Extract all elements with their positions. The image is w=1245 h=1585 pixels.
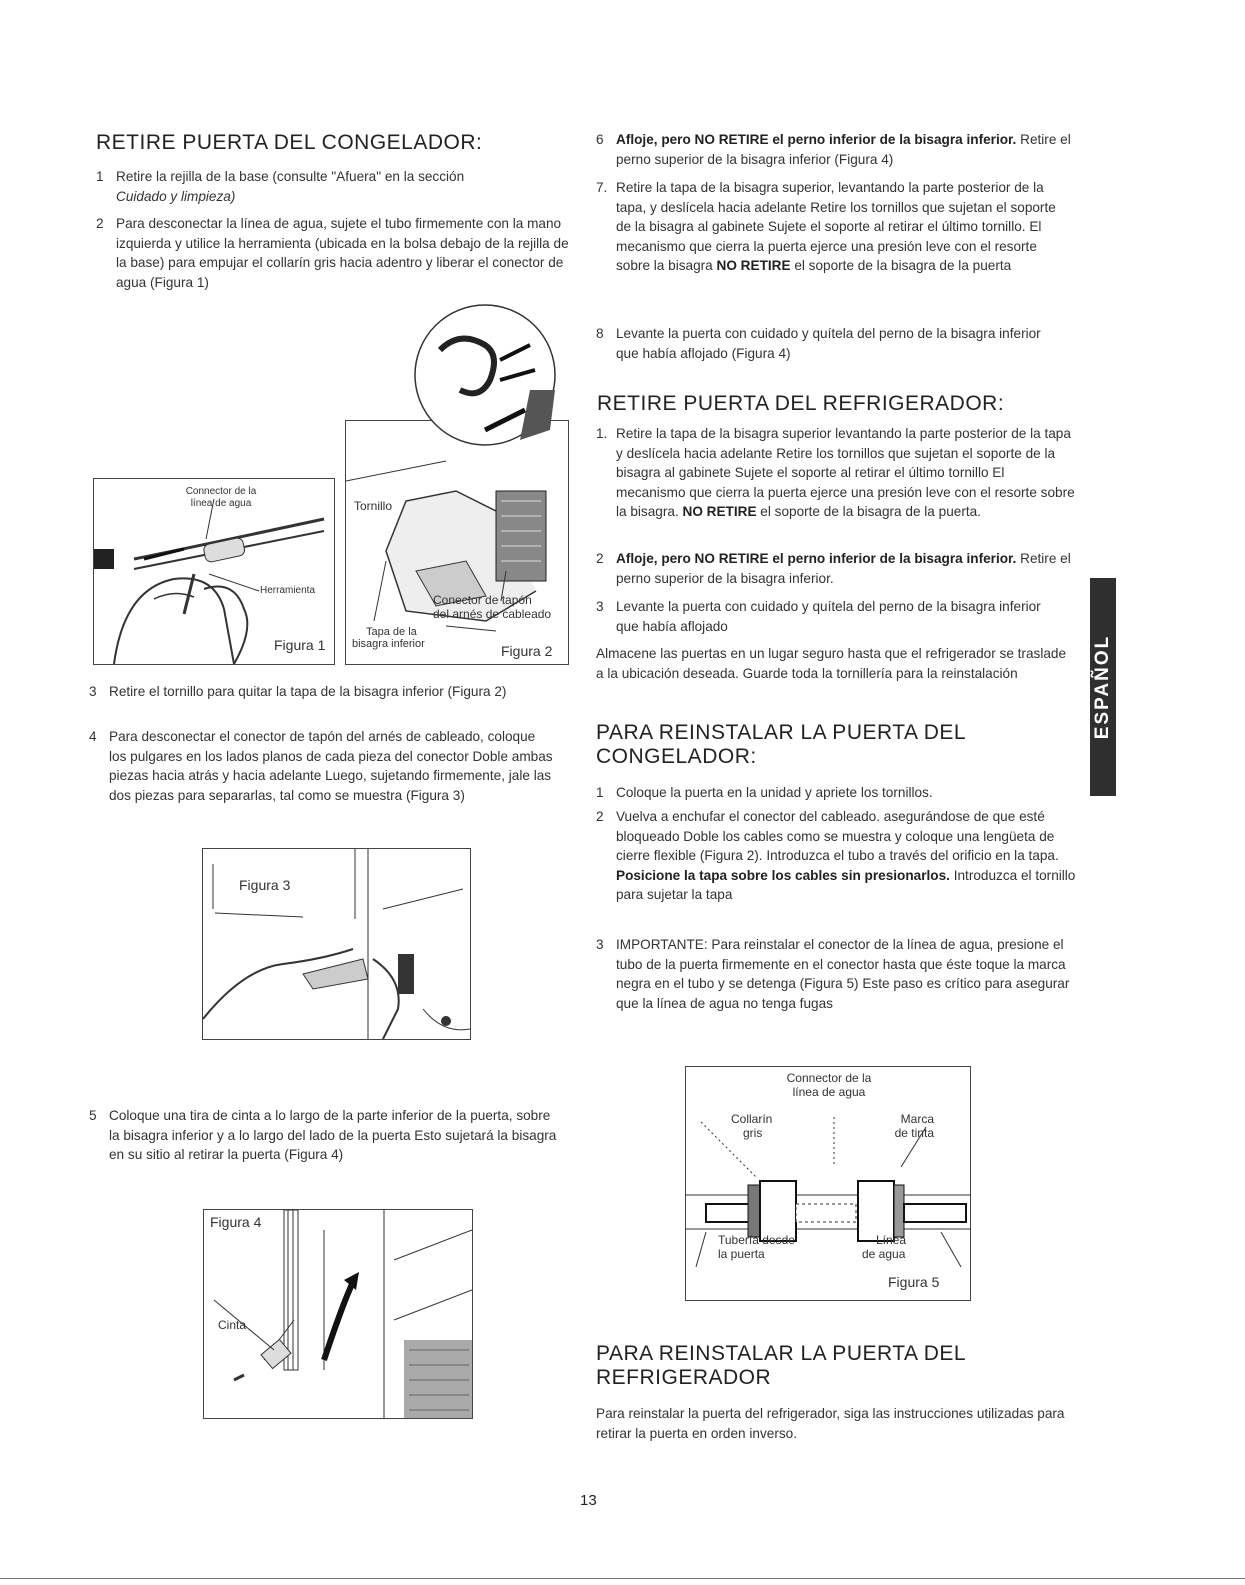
figure-5-collar-label: Collarín gris (731, 1112, 773, 1140)
figure-5-connector-label: Connector de la línea de agua (786, 1071, 872, 1099)
step-3: 3 Retire el tornillo para quitar la tapa de la bisagra inferior (Figura 2) (89, 684, 507, 699)
step-2: 2 Para desconectar la línea de agua, sujete el tubo firmemente con la mano izquierda y utilice la herramienta (ubicada en la bolsa debajo de la rejilla de la base) para empujar el collarín gris hacia adentro y liberar el conector de agua (Figura 1) (96, 216, 569, 290)
figure-1-tool-label: Herramienta (260, 585, 316, 596)
figure-3 (202, 848, 471, 1040)
step-5: 5 Coloque una tira de cinta a lo largo de la parte inferior de la puerta, sobre la bisagra inferior y a lo largo del lado de la puerta Esto sujetará la bisagra en su sitio al retirar la puerta (Figura 4) (89, 1108, 557, 1162)
language-tab: ESPAÑOL (1090, 578, 1116, 796)
page-number: 13 (580, 1492, 597, 1509)
figure-2-plug-label: Conector de tapón del arnés de cableado (433, 593, 552, 621)
bottom-edge-line (0, 1578, 1245, 1579)
heading-remove-freezer-door: RETIRE PUERTA DEL CONGELADOR: (96, 131, 483, 154)
figure-1 (93, 478, 335, 665)
heading-remove-refrigerator-door: RETIRE PUERTA DEL REFRIGERADOR: (597, 392, 1005, 415)
figure-5-mark-label: Marca de tinta (894, 1112, 934, 1140)
figure-5-water-line-label: Línea de agua (862, 1233, 907, 1261)
step-1: 1 Retire la rejilla de la base (consulte "Afuera" en la sección Cuidado y limpieza) (96, 169, 465, 204)
step-7: 7. Retire la tapa de la bisagra superior, levantando la parte posterior de la tapa, y deslícela hacia adelante Retire los tornillos que sujetan el soporte de la bisagra al gabinete Sujete el soporte al retirar el último tornillo. El mecanismo que cierra la puerta ejerce una presión leve con el resorte sobre la bisagra NO RETIRE el soporte de la bisagra de la puerta (596, 180, 1056, 273)
storage-note: Almacene las puertas en un lugar seguro hasta que el refrigerador se traslade a la ubicación deseada. Guarde toda la tornillería para la reinstalación (596, 646, 1067, 681)
figure-5-caption: Figura 5 (888, 1274, 940, 1290)
reinstall-step-2: 2 Vuelva a enchufar el conector del cableado. asegurándose de que esté bloqueado Doble los cables como se muestra y coloque una lengüeta de cierre flexible (Figura 2). Introduzca el tubo a través del orificio en la tapa. Posicione la tapa sobre los cables sin presionarlos. Introduzca el tornillo para sujetar la tapa (596, 809, 1076, 902)
figure-4-illustration (204, 1210, 472, 1418)
step-6: 6 Afloje, pero NO RETIRE el perno inferior de la bisagra inferior. Retire el perno superior de la bisagra inferior (Figura 4) (596, 132, 1071, 167)
figure-4-tape-label: Cinta (218, 1318, 247, 1332)
reinstall-refrigerator-text: Para reinstalar la puerta del refrigerador, siga las instrucciones utilizadas para retirar la puerta en orden inverso. (596, 1406, 1065, 1441)
figure-2-caption: Figura 2 (501, 643, 553, 659)
figure-5-tube-label: Tubería desde la puerta (718, 1233, 795, 1261)
figure-5 (685, 1066, 971, 1301)
figure-1-caption: Figura 1 (274, 637, 326, 653)
step-4: 4 Para desconectar el conector de tapón del arnés de cableado, coloque los pulgares en los lados planos de cada pieza del conector Doble ambas piezas hacia atrás y hacia adelante Luego, sujetando firmemente, jale las dos piezas para separarlas, tal como se muestra (Figura 3) (89, 729, 553, 803)
reinstall-step-1: 1 Coloque la puerta en la unidad y apriete los tornillos. (596, 785, 933, 800)
figure-2-screw-label: Tornillo (354, 499, 393, 513)
figure-4-caption: Figura 4 (210, 1214, 262, 1230)
figure-2-zoom-circle (390, 290, 590, 490)
refrigerator-step-3: 3 Levante la puerta con cuidado y quítela del perno de la bisagra inferior que había aflojado (596, 599, 1041, 634)
reinstall-step-3: 3 IMPORTANTE: Para reinstalar el conector de la línea de agua, presione el tubo de la puerta firmemente en el conector hasta que éste toque la marca negra en el tubo y se detenga (Figura 5) Este paso es crítico para asegurar que la línea de agua no tenga fugas (596, 937, 1070, 1011)
refrigerator-step-1: 1. Retire la tapa de la bisagra superior levantando la parte posterior de la tapa y deslícela hacia adelante Retire los tornillos que sujetan el soporte de la bisagra al gabinete Sujete el soporte al retirar el último tornillo El mecanismo que cierra la puerta ejerce una presión leve con el resorte sobre la bisagra. NO RETIRE el soporte de la bisagra de la puerta. (596, 426, 1075, 519)
figure-2-cover-label: Tapa de la bisagra inferior (352, 626, 425, 650)
figure-1-connector-label: Connector de la línea de agua (185, 486, 257, 509)
figure-5-illustration (686, 1067, 970, 1300)
figure-4 (203, 1209, 473, 1419)
step-8: 8 Levante la puerta con cuidado y quítela del perno de la bisagra inferior que había aflojado (Figura 4) (596, 326, 1041, 361)
figure-3-caption: Figura 3 (239, 877, 291, 893)
heading-reinstall-refrigerator-door: PARA REINSTALAR LA PUERTA DEL REFRIGERADOR (596, 1342, 967, 1389)
refrigerator-step-2: 2 Afloje, pero NO RETIRE el perno inferior de la bisagra inferior. Retire el perno superior de la bisagra inferior. (596, 551, 1071, 586)
heading-reinstall-freezer-door: PARA REINSTALAR LA PUERTA DEL CONGELADOR: (596, 721, 967, 768)
